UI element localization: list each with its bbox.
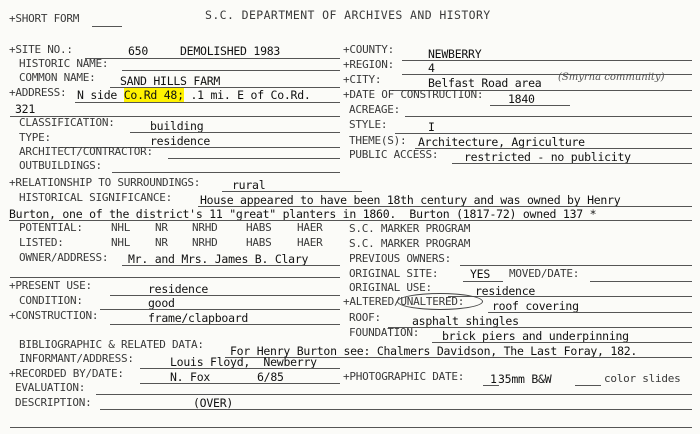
listed-nhl: NHL (111, 236, 131, 249)
foundation-underline (432, 342, 692, 343)
present-use-label: +PRESENT USE: (9, 279, 92, 292)
listed-nr: NR (155, 236, 168, 249)
listed-nrhd: NRHD (192, 236, 218, 249)
potential-nrhd: NRHD (192, 221, 218, 234)
original-use-underline (448, 296, 692, 297)
common-name-label: COMMON NAME: (19, 71, 96, 84)
outbuildings-underline (112, 172, 340, 173)
city-label: +CITY: (343, 73, 382, 86)
altered-label: +ALTERED/UNALTERED: (343, 295, 465, 308)
condition-underline (100, 309, 340, 310)
classification-label: CLASSIFICATION: (19, 116, 115, 129)
classification-underline (130, 132, 340, 133)
construction-value: frame/clapboard (148, 311, 249, 325)
altered-underline (488, 312, 692, 313)
date-underline (490, 105, 570, 106)
relationship-underline (222, 191, 362, 192)
foundation-value: brick piers and underpinning (442, 329, 629, 343)
acreage-label: ACREAGE: (349, 103, 400, 116)
historic-name-underline (122, 70, 340, 71)
county-value: NEWBERRY (428, 47, 482, 61)
region-label: +REGION: (343, 58, 394, 71)
architect-label: ARCHITECT/CONTRACTOR: (19, 145, 153, 158)
photo-color: color slides (604, 372, 681, 385)
bibliographic-label: BIBLIOGRAPHIC & RELATED DATA: (19, 338, 204, 351)
recorded-by-value: N. Fox (170, 370, 211, 384)
address-line2: 321 (15, 102, 36, 116)
marker-program-1: S.C. MARKER PROGRAM (349, 222, 471, 235)
themes-value: Architecture, Agriculture (418, 135, 585, 149)
original-site-value: YES (470, 267, 491, 281)
common-name-value: SAND HILLS FARM (120, 74, 221, 88)
potential-nr: NR (155, 221, 168, 234)
roof-value: asphalt shingles (412, 314, 519, 328)
short-form-label: +SHORT FORM (9, 12, 80, 25)
condition-value: good (148, 296, 175, 310)
classification-value: building (150, 119, 204, 133)
roof-label: ROOF: (349, 311, 381, 324)
significance-label: HISTORICAL SIGNIFICANCE: (19, 191, 172, 204)
potential-nhl: NHL (111, 221, 131, 234)
marker-program-2: S.C. MARKER PROGRAM (349, 237, 471, 250)
themes-underline (415, 148, 692, 149)
present-use-value: residence (148, 282, 209, 296)
public-access-label: PUBLIC ACCESS: (349, 148, 439, 161)
construction-label: +CONSTRUCTION: (9, 309, 99, 322)
informant-value: Louis Floyd, Newberry (170, 355, 317, 369)
photo-color-underline (575, 385, 601, 386)
site-no-underline (85, 58, 340, 59)
address-highlight: Co.Rd 48; (123, 88, 184, 102)
style-value: I (428, 120, 435, 134)
description-underline (100, 409, 692, 410)
public-access-value: restricted - no publicity (464, 150, 631, 164)
original-site-underline (463, 281, 503, 282)
informant-label: INFORMANT/ADDRESS: (19, 352, 134, 365)
site-no-note: DEMOLISHED 1983 (180, 44, 281, 58)
potential-haer: HAER (297, 221, 323, 234)
listed-haer: HAER (297, 236, 323, 249)
outbuildings-label: OUTBUILDINGS: (19, 159, 102, 172)
photo-date-underline (483, 385, 499, 386)
style-underline (395, 133, 692, 134)
owner-line2-underline (10, 277, 340, 278)
recorded-by-label: +RECORDED BY/DATE: (9, 367, 124, 380)
condition-label: CONDITION: (19, 294, 83, 307)
date-construction-value: 1840 (508, 92, 535, 106)
altered-value: roof covering (492, 299, 579, 313)
acreage-underline (405, 116, 692, 117)
potential-label: POTENTIAL: (19, 221, 83, 234)
region-value: 4 (428, 61, 435, 75)
informant-underline (140, 368, 340, 369)
form-title: S.C. DEPARTMENT OF ARCHIVES AND HISTORY (205, 8, 491, 22)
public-access-underline (452, 163, 692, 164)
previous-owners-underline (460, 265, 692, 266)
address-label: +ADDRESS: (9, 86, 67, 99)
foundation-label: FOUNDATION: (349, 326, 420, 339)
present-use-underline (110, 295, 340, 296)
evaluation-underline (96, 394, 692, 395)
recorded-by-underline (140, 383, 340, 384)
original-use-value: residence (475, 284, 536, 298)
type-value: residence (150, 134, 211, 148)
roof-underline (388, 327, 692, 328)
style-label: STYLE: (349, 118, 388, 131)
county-label: +COUNTY: (343, 43, 394, 56)
description-line2-underline (10, 427, 692, 428)
address-underline (75, 102, 340, 103)
address-part1: N side (77, 88, 124, 102)
significance-line1: House appeared to have been 18th century and was owned by Henry (200, 193, 621, 207)
recorded-date-value: 6/85 (257, 370, 284, 384)
evaluation-label: EVALUATION: (15, 381, 86, 394)
significance-line2: Burton, one of the district's 11 "great" planters in 1860. Burton (1817-72) owned 137 * (9, 207, 597, 221)
original-site-label: ORIGINAL SITE: (349, 267, 439, 280)
themes-label: THEME(S): (349, 134, 407, 147)
site-no-label: +SITE NO.: (9, 43, 73, 56)
address-part2: .1 mi. E of Co.Rd. (183, 88, 311, 102)
date-construction-label: +DATE OF CONSTRUCTION: (343, 88, 484, 101)
photo-bw: 35mm B&W (498, 372, 552, 386)
relationship-label: +RELATIONSHIP TO SURROUNDINGS: (9, 176, 201, 189)
moved-date-label: MOVED/DATE: (509, 267, 580, 280)
site-no-value: 650 (128, 44, 149, 58)
photo-date-label: +PHOTOGRAPHIC DATE: (343, 370, 465, 383)
type-label: TYPE: (19, 131, 51, 144)
relationship-value: rural (232, 178, 266, 192)
owner-underline (122, 265, 340, 266)
photo-date-value: 1 (490, 372, 497, 386)
address-value (77, 89, 311, 101)
potential-habs: HABS (246, 221, 272, 234)
construction-underline (110, 324, 340, 325)
unaltered-circle-mark (397, 293, 483, 310)
owner-label: OWNER/ADDRESS: (19, 251, 109, 264)
city-handwritten-note: (Smyrna community) (558, 72, 665, 83)
previous-owners-label: PREVIOUS OWNERS: (349, 252, 451, 265)
moved-date-underline (590, 281, 692, 282)
original-use-label: ORIGINAL USE: (349, 281, 432, 294)
county-underline (402, 60, 692, 61)
owner-value: Mr. and Mrs. James B. Clary (128, 252, 309, 266)
city-value: Belfast Road area (428, 76, 542, 90)
short-form-underline (92, 26, 122, 27)
bibliographic-value: For Henry Burton see: Chalmers Davidson, The Last Foray, 182. (230, 344, 638, 358)
architect-underline (168, 158, 340, 159)
listed-habs: HABS (246, 236, 272, 249)
listed-label: LISTED: (19, 236, 64, 249)
description-value: (OVER) (193, 396, 234, 410)
historic-name-label: HISTORIC NAME: (19, 57, 109, 70)
description-label: DESCRIPTION: (15, 396, 92, 409)
